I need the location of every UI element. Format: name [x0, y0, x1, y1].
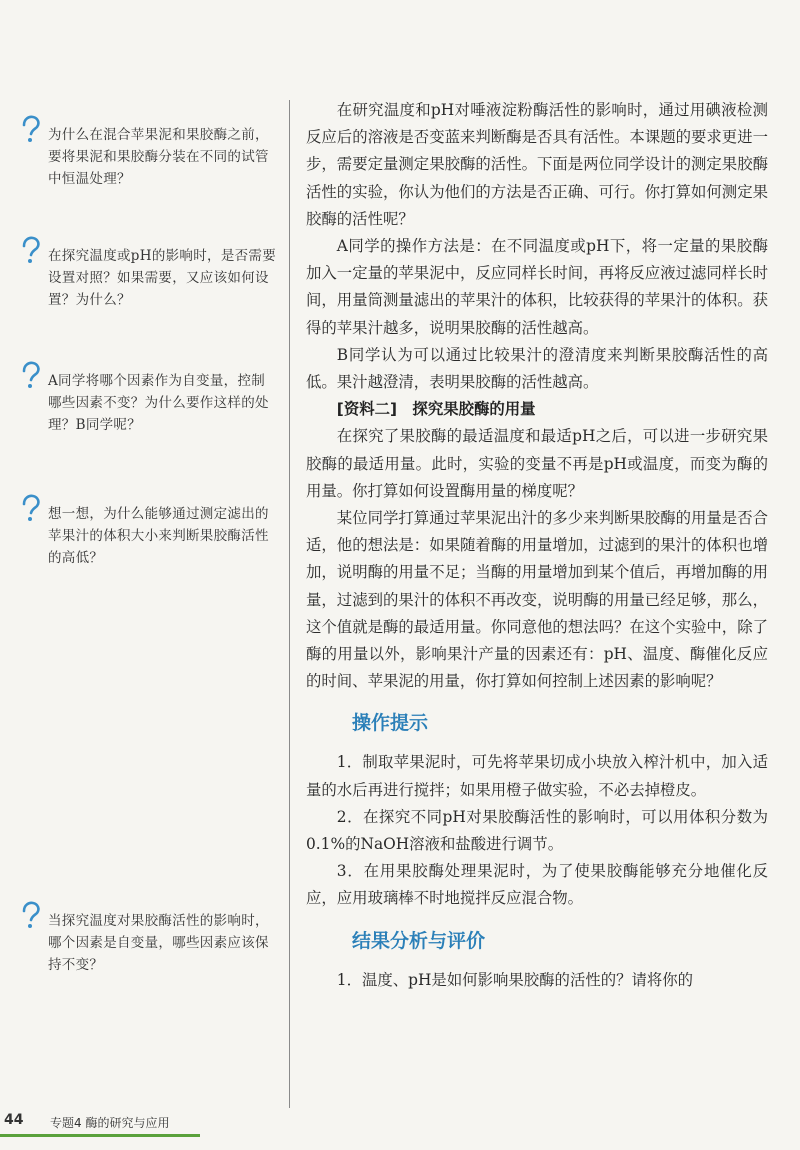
heading-result-analysis: 结果分析与评价 [352, 929, 486, 952]
paragraph-enzyme-dosage: 在探究了果胶酶的最适温度和最适pH之后，可以进一步研究果胶酶的最适用量。此时，实验的变量不再是pH或温度，而变为酶的用量。你打算如何设置酶用量的梯度呢？ [306, 427, 768, 500]
side-note-4 [24, 503, 276, 569]
tip-3: 3．在用果胶酶处理果泥时，为了使果胶酶能够充分地催化反应，应用玻璃棒不时地搅拌反应混合物。 [306, 862, 768, 908]
side-note-text: A同学将哪个因素作为自变量，控制哪些因素不变？为什么要作这样的处理？B同学呢？ [48, 373, 269, 433]
side-note-text: 在探究温度或pH的影响时，是否需要设置对照？如果需要，又应该如何设置？为什么？ [48, 248, 277, 308]
paragraph-intro: 在研究温度和pH对唾液淀粉酶活性的影响时，通过用碘液检测反应后的溶液是否变蓝来判断酶是否具有活性。本课题的要求更进一步，需要定量测定果胶酶的活性。下面是两位同学设计的测定果胶酶活性的实验，你认为他们的方法是否正确、可行。你打算如何测定果胶酶的活性呢？ [306, 101, 768, 228]
question-icon [18, 114, 44, 144]
result-question-1: 1．温度、pH是如何影响果胶酶的活性的？请将你的 [336, 970, 694, 989]
side-note-text: 想一想，为什么能够通过测定滤出的苹果汁的体积大小来判断果胶酶活性的高低？ [48, 506, 269, 566]
paragraph-student-b: B同学认为可以通过比较果汁的澄清度来判断果胶酶活性的高低。果汁越澄清，表明果胶酶的活性越高。 [306, 345, 768, 392]
section-label-material-2: [资料二] 探究果胶酶的用量 [336, 400, 536, 419]
footer-rule [0, 1134, 200, 1137]
main-column [306, 97, 768, 994]
question-icon [18, 360, 44, 390]
tip-1: 1．制取苹果泥时，可先将苹果切成小块放入榨汁机中，加入适量的水后再进行搅拌；如果用橙子做实验，不必去掉橙皮。 [306, 753, 768, 799]
side-note-text: 当探究温度对果胶酶活性的影响时，哪个因素是自变量，哪些因素应该保持不变？ [48, 913, 269, 973]
page-number: 44 [4, 1112, 24, 1128]
side-note-text: 为什么在混合苹果泥和果胶酶之前，要将果泥和果胶酶分装在不同的试管中恒温处理？ [48, 127, 269, 187]
paragraph-student-a: A同学的操作方法是：在不同温度或pH下，将一定量的果胶酶加入一定量的苹果泥中，反应同样长时间，再将反应液过滤同样长时间，用量筒测量滤出的苹果汁的体积，比较获得的苹果汁的体积。获得的苹果汁越多，说明果胶酶的活性越高。 [306, 237, 768, 337]
side-note-5 [24, 910, 276, 976]
column-divider [289, 100, 290, 1108]
side-note-2 [24, 245, 276, 311]
question-icon [18, 900, 44, 930]
side-note-3 [24, 370, 276, 436]
tip-2: 2．在探究不同pH对果胶酶活性的影响时，可以用体积分数为0.1%的NaOH溶液和盐酸进行调节。 [306, 807, 768, 854]
paragraph-student-idea: 某位同学打算通过苹果泥出汁的多少来判断果胶酶的用量是否合适，他的想法是：如果随着酶的用量增加，过滤到的果汁的体积也增加，说明酶的用量不足；当酶的用量增加到某个值后，再增加酶的用量，过滤到的果汁的体积不再改变，说明酶的用量已经足够，那么，这个值就是酶的最适用量。你同意他的想法吗？在这个实验中，除了酶的用量以外，影响果汁产量的因素还有：pH、温度、酶催化反应的时间、苹果泥的用量，你打算如何控制上述因素的影响呢？ [306, 509, 768, 691]
question-icon [18, 235, 44, 265]
side-note-1 [24, 124, 276, 190]
heading-operation-tips: 操作提示 [352, 712, 429, 735]
chapter-title: 专题4 酶的研究与应用 [50, 1116, 170, 1130]
question-icon [18, 493, 44, 523]
